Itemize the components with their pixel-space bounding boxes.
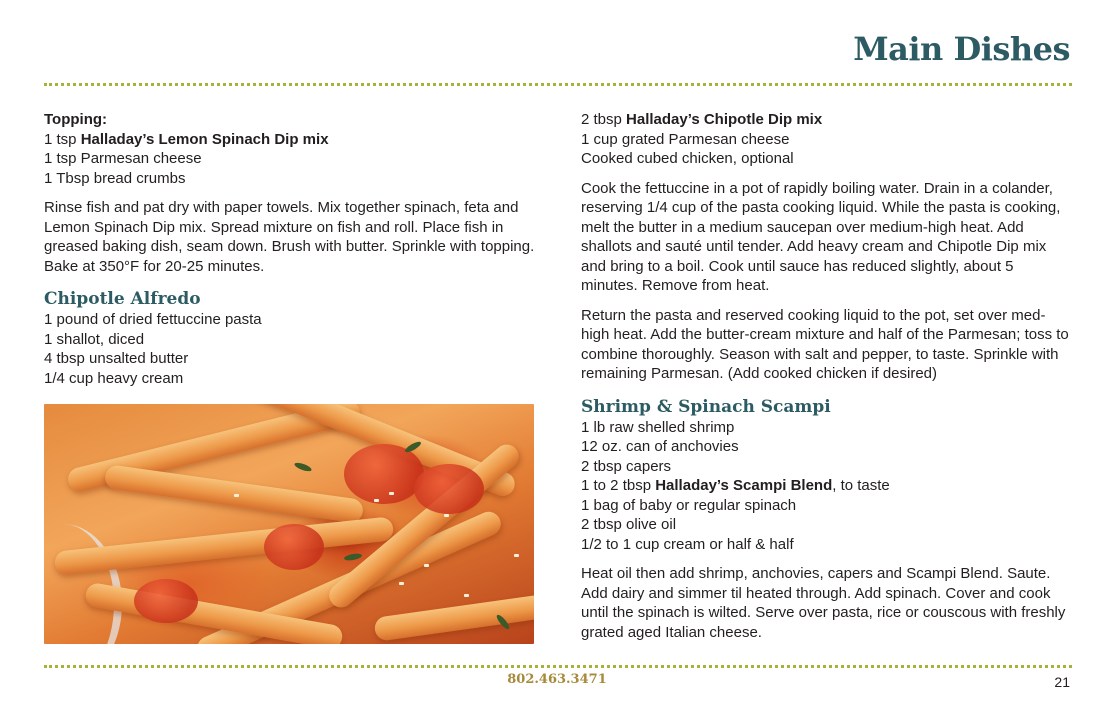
alfredo-ingredient: Cooked cubed chicken, optional [581, 150, 794, 167]
fish-instructions: Rinse fish and pat dry with paper towels. Mix together spinach, feta and Lemon Spinach Dip mix. Spread mixture on fish and roll. Place fish in greased baking dish, seam down. Brush with butter. Sprinkle with topping. Bake at 350°F for 20-25 minutes. [44, 199, 535, 275]
scampi-ingredient: 1 to 2 tbsp Halladay’s Scampi Blend, to taste [581, 477, 890, 494]
bowl-rim [44, 524, 122, 644]
alfredo-step-2: Return the pasta and reserved cooking liquid to the pot, set over med-high heat. Add the butter-cream mixture and half of the Parmesan; toss to combine thoroughly. Season with salt and pepper, to taste. Sprinkle with remaining Parmesan. (Add cooked chicken if desired) [581, 306, 1069, 382]
alfredo-step-1: Cook the fettuccine in a pot of rapidly boiling water. Drain in a colander, reserving 1/4 cup of the pasta cooking liquid. While the pasta is cooking, melt the butter in a medium saucepan over medium-high heat. Add shallots and sauté until tender. Add heavy cream and Chipotle Dip mix and bring to a boil. Cook until sauce has reduced slightly, about 5 minutes. Remove from heat. [581, 179, 1061, 294]
scampi-ingredient: 1 lb raw shelled shrimp [581, 418, 735, 436]
cheese-flake [444, 514, 449, 517]
cheese-flake [399, 582, 404, 585]
pasta-photo [44, 404, 534, 644]
scampi-ingredient: 2 tbsp olive oil [581, 516, 677, 533]
topping-ingredient: 1 tsp Halladay’s Lemon Spinach Dip mix [44, 130, 329, 148]
alfredo-ingredient-list-continued [581, 110, 1073, 169]
cheese-flake [389, 492, 394, 495]
cheese-flake [464, 594, 469, 597]
cheese-flake [234, 494, 239, 497]
tomato-chunk [414, 464, 484, 514]
herb-leaf [344, 552, 363, 561]
alfredo-ingredient: 2 tbsp Halladay’s Chipotle Dip mix [581, 111, 823, 128]
topping-label: Topping: [44, 111, 108, 128]
page-title: Main Dishes [853, 30, 1070, 68]
scampi-ingredient-list [581, 418, 1073, 555]
right-column [581, 110, 1073, 642]
tomato-chunk [264, 524, 324, 570]
herb-leaf [294, 461, 313, 473]
noodle [373, 590, 534, 642]
tomato-chunk [134, 579, 198, 623]
alfredo-ingredient: 1 cup grated Parmesan cheese [581, 130, 790, 148]
topping-ingredient-list [44, 130, 536, 189]
scampi-ingredient: 1 bag of baby or regular spinach [581, 496, 797, 514]
noodle [54, 516, 395, 575]
alfredo-ingredient: 1/4 cup heavy cream [44, 369, 184, 387]
alfredo-ingredient: 1 pound of dried fettuccine pasta [44, 311, 262, 328]
recipe-title-chipotle-alfredo: Chipotle Alfredo [44, 289, 201, 309]
bottom-dotted-rule [44, 665, 1072, 668]
cheese-flake [374, 499, 379, 502]
scampi-ingredient: 1/2 to 1 cup cream or half & half [581, 535, 794, 553]
topping-ingredient: 1 Tbsp bread crumbs [44, 169, 186, 187]
page-number: 21 [1054, 674, 1070, 690]
cheese-flake [514, 554, 519, 557]
scampi-ingredient: 12 oz. can of anchovies [581, 438, 739, 455]
alfredo-ingredient-list [44, 310, 536, 388]
tomato-chunk [344, 444, 424, 504]
topping-ingredient: 1 tsp Parmesan cheese [44, 150, 202, 167]
top-dotted-rule [44, 83, 1072, 86]
scampi-instructions: Heat oil then add shrimp, anchovies, capers and Scampi Blend. Saute. Add dairy and simmer til heated through. Add spinach. Cover and cook until the spinach is wilted. Serve over pasta, rice or couscous with freshly grated aged Italian cheese. [581, 565, 1066, 641]
alfredo-ingredient: 4 tbsp unsalted butter [44, 350, 189, 367]
alfredo-ingredient: 1 shallot, diced [44, 330, 145, 348]
left-column [44, 110, 536, 388]
scampi-ingredient: 2 tbsp capers [581, 457, 672, 475]
cheese-flake [424, 564, 429, 567]
footer-phone-number: 802.463.3471 [507, 672, 607, 687]
recipe-title-shrimp-spinach-scampi: Shrimp & Spinach Scampi [581, 396, 831, 417]
